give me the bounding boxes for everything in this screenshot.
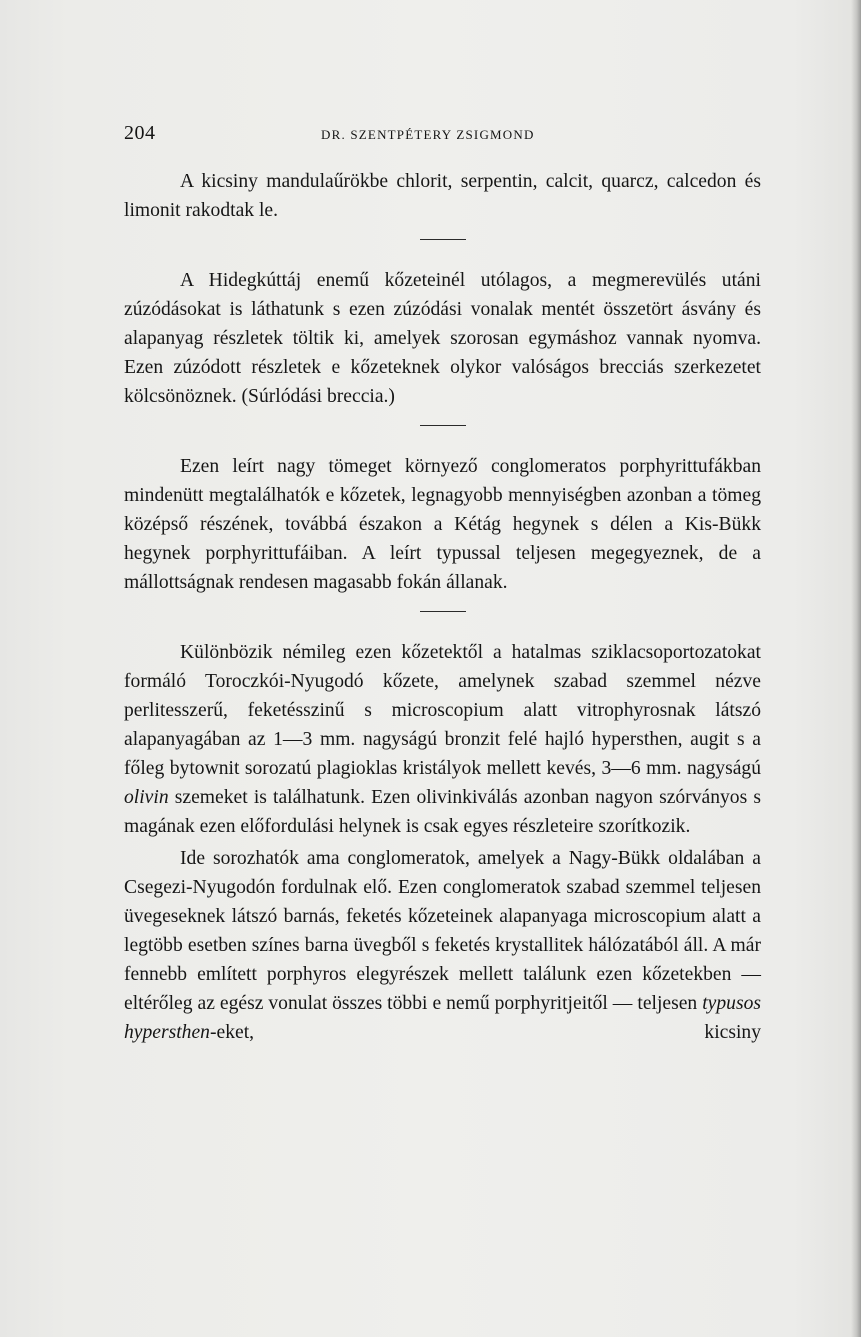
paragraph-5 <box>124 844 761 1047</box>
paragraph-4-text-a: Különbözik némileg ezen kőzetektől a hatalmas sziklacsoportozatokat formáló Toroczkói-Nyugodó kőzete, amelynek szabad szemmel nézve perlitesszerű, feketésszinű s microscopium alatt vitrophyrosnak látszó alapanyagában az 1—3 mm. nagyságú bronzit felé hajló hypersthen, augit s a főleg bytownit sorozatú plagioklas kristályok mellett kevés, 3—6 mm. nagyságú <box>124 642 761 779</box>
paragraph-5-text-a: Ide sorozhatók ama conglomeratok, amelyek a Nagy-Bükk oldalában a Csegezi-Nyugodón fordulnak elő. Ezen conglomeratok szabad szemmel teljesen üvegeseknek látszó barnás, feketés kőzeteinek alapanyaga microscopium alatt a legtöbb esetben színes barna üvegből s feketés krystallitek hálózatából áll. A már fennebb említett porphyros elegyrészek mellett találunk ezen kőzetekben — eltérőleg az egész vonulat összes többi e nemű porphyritjeitől — teljesen <box>124 848 761 1014</box>
page-number: 204 <box>124 122 156 144</box>
paragraph-2: A Hidegkúttáj enemű kőzeteinél utólagos, a megmerevülés utáni zúzódásokat is láthatunk s ezen zúzódási vonalak mentét összetört ásvány és alapanyag részletek töltik ki, amelyek szorosan egymáshoz vannak nyomva. Ezen zúzódott részletek e kőzeteknek olykor valóságos brecciás szerkezetet kölcsönöznek. (Súrlódási breccia.) <box>124 270 761 407</box>
paragraph-5-italic: typusos hypersthen <box>124 993 761 1043</box>
paragraph-1: A kicsiny mandulaűrökbe chlorit, serpentin, calcit, quarcz, calcedon és limonit rakodtak le. <box>124 171 761 221</box>
page-header <box>124 122 761 146</box>
section-divider-1 <box>420 239 466 240</box>
section-divider-2 <box>420 425 466 426</box>
paragraph-5-text-b: -eket, kicsiny <box>209 1022 761 1043</box>
page-edge-shadow <box>851 0 861 1337</box>
section-divider-3 <box>420 611 466 612</box>
running-head: DR. SZENTPÉTERY ZSIGMOND <box>321 127 535 142</box>
paragraph-4-italic: olivin <box>124 787 169 808</box>
paragraph-4 <box>124 638 761 841</box>
paragraph-4-text-b: szemeket is találhatunk. Ezen olivinkiválás azonban nagyon szórványos s magának ezen előfordulási helynek is csak egyes részleteire szorítkozik. <box>124 787 761 837</box>
paragraph-3: Ezen leírt nagy tömeget környező conglomeratos porphyrittufákban mindenütt megtalálhatók e kőzetek, legnagyobb mennyiségben azonban a tömeg középső részének, továbbá északon a Kétág hegynek s délen a Kis-Bükk hegynek porphyrittufáiban. A leírt typussal teljesen megegyeznek, de a mállottságnak rendesen magasabb fokán állanak. <box>124 456 761 593</box>
body-text <box>124 167 761 1047</box>
